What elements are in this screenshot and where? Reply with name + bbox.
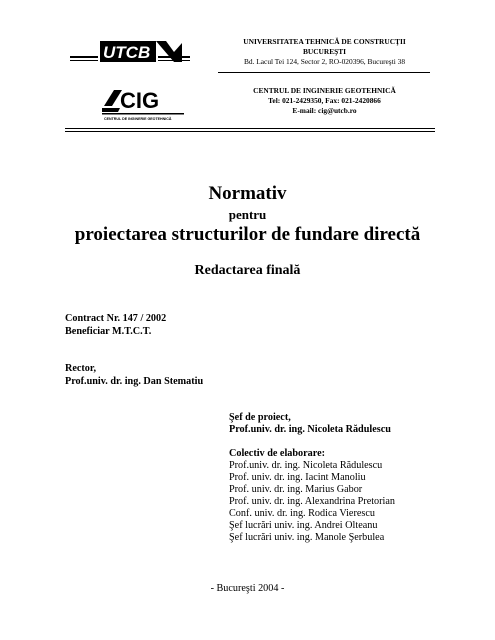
doc-title-subject: proiectarea structurilor de fundare directă [74,224,421,245]
svg-text:CENTRUL DE INGINERIE GEOTEHNIC: CENTRUL DE INGINERIE GEOTEHNICĂ [104,117,172,121]
rector-name: Prof.univ. dr. ing. Dan Stematiu [65,376,204,387]
doc-subtitle: Redactarea finală [194,263,301,278]
team-member: Şef lucrări univ. ing. Andrei Olteanu [229,520,378,531]
rector-block [65,362,203,388]
team-member: Prof. univ. dr. ing. Marius Gabor [229,484,363,495]
team-member: Prof. univ. dr. ing. Iacint Manoliu [229,472,366,483]
svg-text:CIG: CIG [120,88,160,113]
contract-block [65,312,166,338]
team-member: Conf. univ. dr. ing. Rodica Vierescu [229,508,375,519]
contract-number: Contract Nr. 147 / 2002 [65,313,167,324]
team-members [229,460,395,544]
team-member: Şef lucrări univ. ing. Manole Şerbulea [229,532,385,543]
header-divider [218,72,430,73]
svg-text:UTCB: UTCB [103,43,151,62]
header-rule [65,128,435,129]
university-city: BUCUREŞTI [302,47,347,56]
center-header [222,86,427,116]
footer-place-date: - Bucureşti 2004 - [210,583,285,594]
team-member: Prof. univ. dr. ing. Alexandrina Pretorian [229,496,395,507]
university-name: UNIVERSITATEA TEHNICĂ DE CONSTRUCŢII [243,37,406,46]
center-name: CENTRUL DE INGINERIE GEOTEHNICĂ [253,86,396,95]
beneficiary: Beneficiar M.T.C.T. [65,326,152,337]
center-email: E-mail: cig@utcb.ro [292,106,357,115]
cig-logo [100,84,186,124]
team-label: Colectiv de elaborare: [229,448,325,459]
university-address: Bd. Lacul Tei 124, Sector 2, RO-020396, Bucureşti 38 [243,57,406,66]
university-header [222,37,427,67]
project-lead-name: Prof.univ. dr. ing. Nicoleta Rădulescu [229,424,391,435]
rector-label: Rector, [65,363,97,374]
project-lead-block [229,412,391,436]
doc-title-connector: pentru [228,207,267,222]
center-phone: Tel: 021-2429350, Fax: 021-2420866 [268,96,381,105]
team-member: Prof.univ. dr. ing. Nicoleta Rădulescu [229,460,383,471]
doc-title: Normativ [208,183,287,204]
utcb-logo [70,38,190,66]
project-lead-label: Şef de proiect, [229,412,291,423]
header-rule-thin [65,131,435,132]
